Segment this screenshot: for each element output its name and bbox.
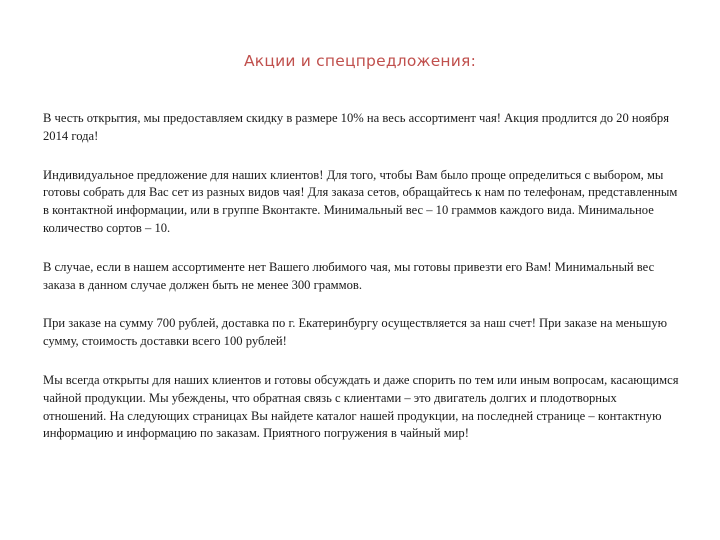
paragraph-discount: В честь открытия, мы предоставляем скидку в размере 10% на весь ассортимент чая! Акция продлится до 20 ноября 2014 года! [43,111,670,143]
paragraph-tea-sets: Индивидуальное предложение для наших клиентов! Для того, чтобы Вам было проще определиться с выбором, мы готовы собрать для Вас сет из разных видов чая! Для заказа сетов, обращайтесь к нам по телефонам, представленным в контактной информации, или в группе Вконтакте. Минимальный вес – 10 граммов каждого вида. Минимальное количество сортов – 10. [43,167,678,235]
paragraph-feedback: Мы всегда открыты для наших клиентов и готовы обсуждать и даже спорить по тем или иным вопросам, касающимся чайной продукции. Мы убеждены, что обратная связь с клиентами – это двигатель долгих и плодотворных отношений. На следующих страницах Вы найдете каталог нашей продукции, на последней странице – контактную информацию и информацию по заказам. Приятного погружения в чайный мир! [43,372,679,441]
paragraph-special-order: В случае, если в нашем ассортименте нет Вашего любимого чая, мы готовы привезти его Вам! Минимальный вес заказа в данном случае должен быть не менее 300 граммов. [43,259,655,292]
body-text [43,110,683,464]
paragraph-delivery: При заказе на сумму 700 рублей, доставка по г. Екатеринбургу осуществляется за наш счет! При заказе на меньшую сумму, стоимость доставки всего 100 рублей! [43,316,668,349]
page-title: Акции и спецпредложения: [243,52,476,70]
